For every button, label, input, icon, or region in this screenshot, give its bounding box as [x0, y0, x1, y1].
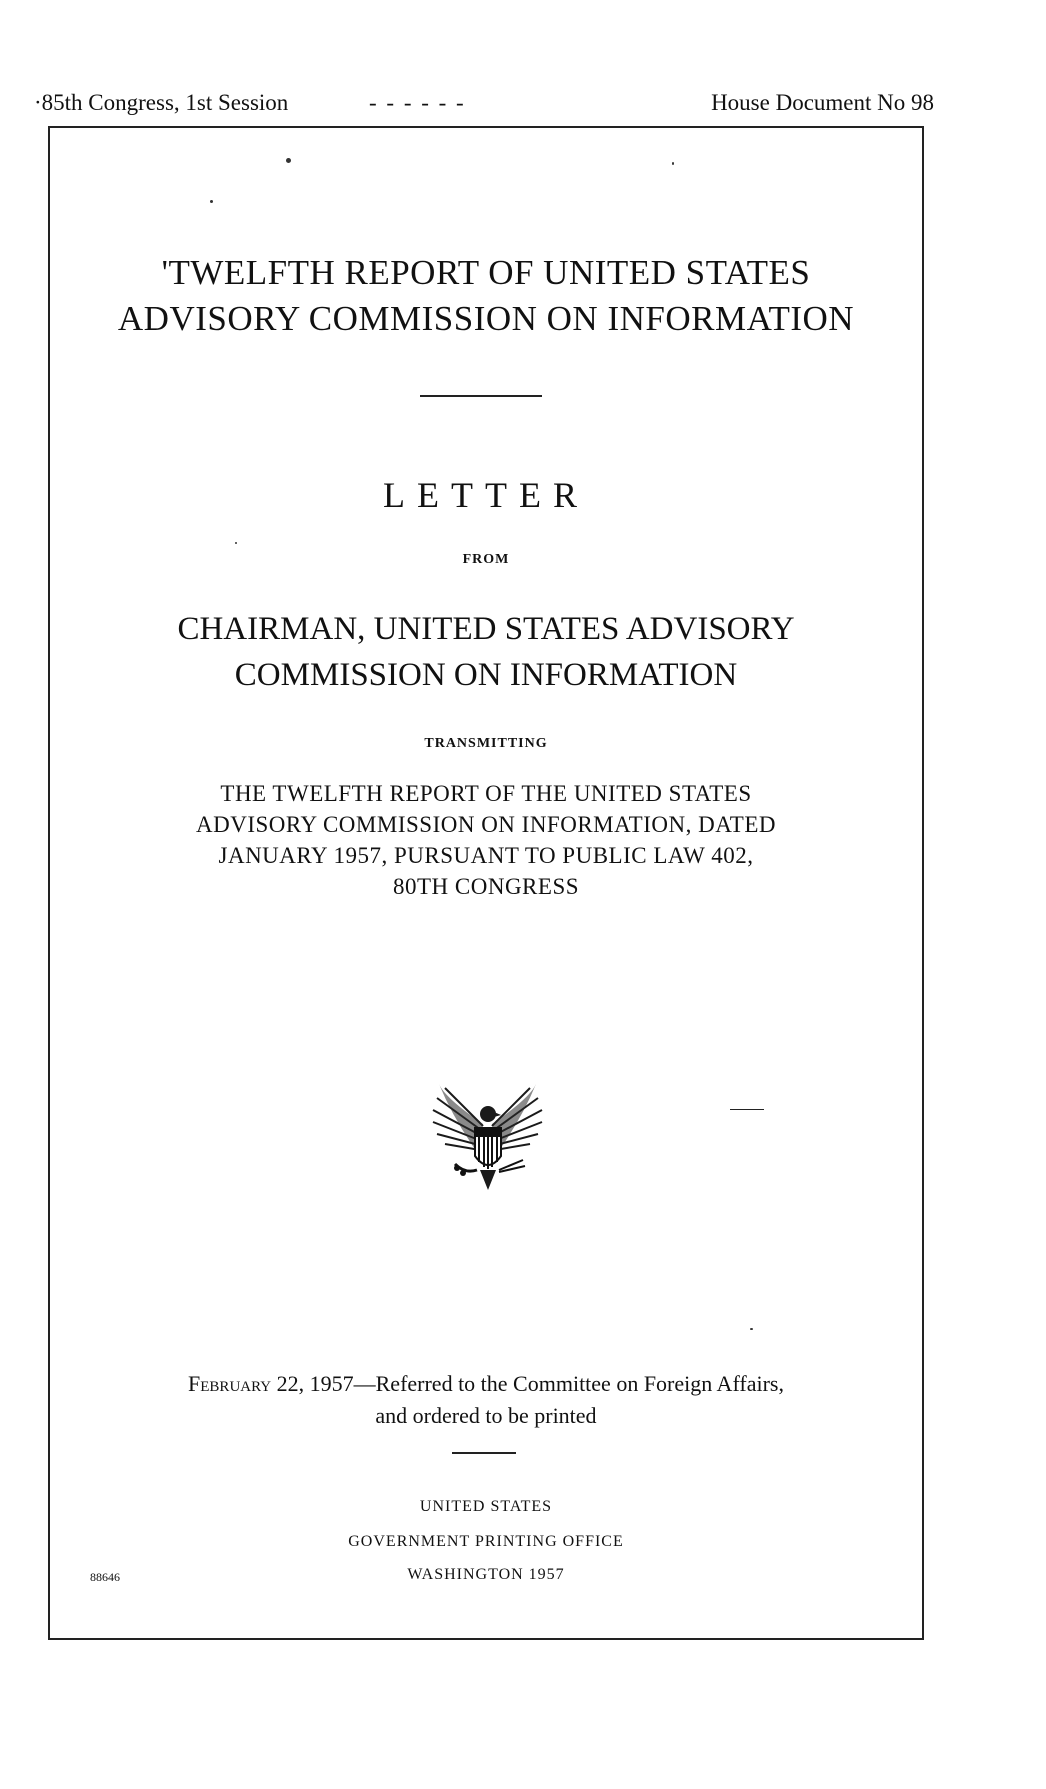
title-divider [420, 395, 542, 397]
referral-note [50, 1368, 922, 1432]
document-number: House Document No 98 [711, 90, 934, 115]
referral-date: February 22, 1957 [188, 1371, 354, 1396]
header-dashes: - - - - - - [369, 90, 466, 115]
scan-speck [750, 1328, 753, 1330]
congress-session: ·85th Congress, 1st Session [34, 90, 289, 115]
printer-divider [452, 1452, 516, 1454]
referral-text: —Referred to the Committee on Foreign Affairs, [353, 1371, 784, 1396]
subject-line-3: JANUARY 1957, PURSUANT TO PUBLIC LAW 402, [218, 843, 754, 868]
document-header [34, 86, 934, 120]
title-page-frame [48, 126, 924, 1640]
subject-line-1: THE TWELFTH REPORT OF THE UNITED STATES [220, 781, 752, 806]
sender-block [50, 606, 922, 698]
eagle-seal-icon [425, 1078, 550, 1198]
sender-line-1: CHAIRMAN, UNITED STATES ADVISORY [177, 611, 795, 647]
referral-line-1 [50, 1368, 922, 1400]
subject-line-4: 80TH CONGRESS [392, 874, 580, 899]
scan-speck [235, 542, 237, 544]
report-title-line-1: 'TWELFTH REPORT OF UNITED STATES [161, 253, 811, 292]
job-number: 88646 [90, 1570, 120, 1584]
transmitting-label: TRANSMITTING [424, 736, 548, 751]
referral-line-2: and ordered to be printed [375, 1403, 597, 1428]
scan-mark [730, 1109, 764, 1110]
scan-speck [286, 158, 291, 163]
letter-heading: LETTER [383, 475, 589, 515]
subject-line-2: ADVISORY COMMISSION ON INFORMATION, DATED [196, 812, 776, 837]
printer-line-1: UNITED STATES [419, 1498, 553, 1515]
scan-speck [672, 162, 674, 165]
from-label: FROM [462, 552, 510, 567]
report-title-line-2: ADVISORY COMMISSION ON INFORMATION [117, 299, 855, 338]
printer-line-2: GOVERNMENT PRINTING OFFICE [348, 1533, 624, 1550]
report-title [50, 250, 922, 342]
scan-speck [210, 200, 213, 203]
printer-line-3: WASHINGTON 1957 [407, 1566, 565, 1583]
sender-line-2: COMMISSION ON INFORMATION [234, 657, 738, 693]
subject-block [50, 778, 922, 902]
